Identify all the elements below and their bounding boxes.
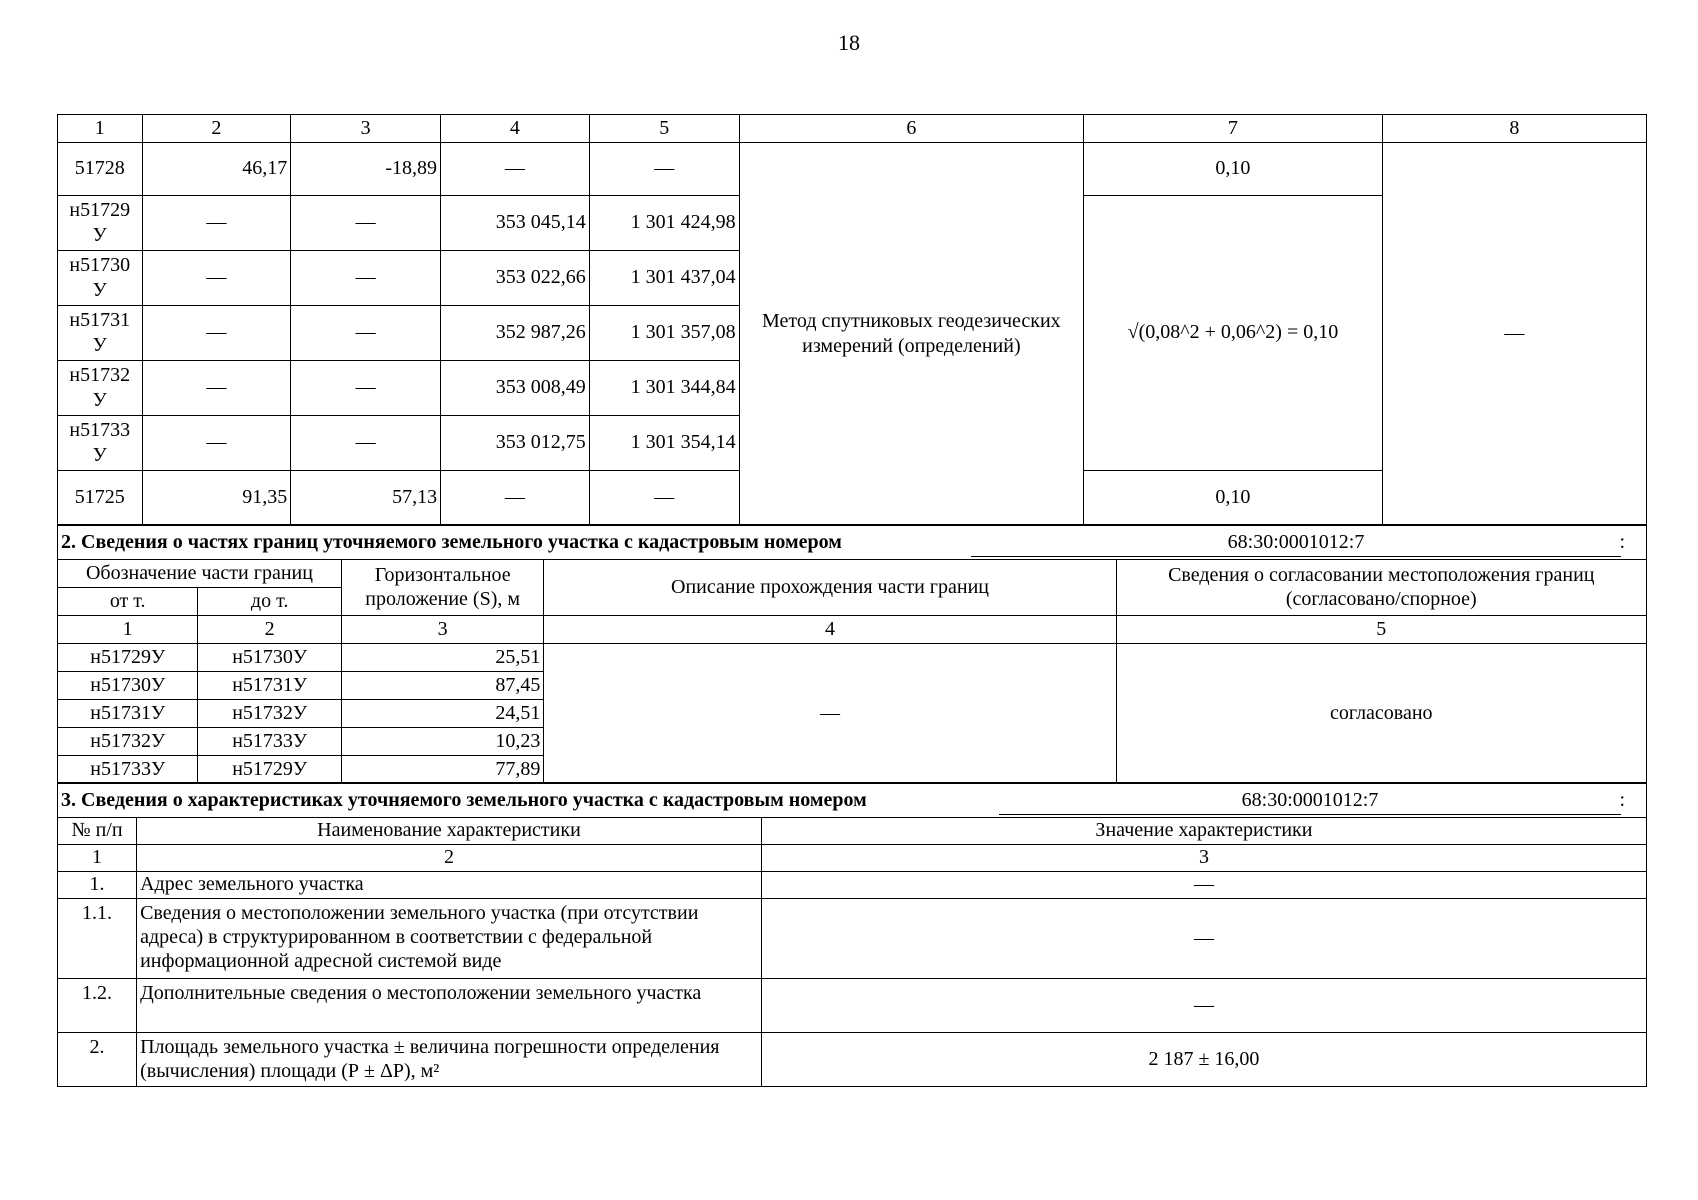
- cell: 1 301 424,98: [589, 195, 739, 250]
- table-row: [58, 871, 1647, 898]
- num-header: № п/п: [58, 817, 137, 844]
- col-number: 7: [1084, 115, 1383, 143]
- table-row: [58, 643, 1647, 671]
- page-number: 18: [838, 30, 860, 55]
- section3-heading: [58, 783, 1647, 818]
- cell: 1 301 357,08: [589, 305, 739, 360]
- table-row: [58, 1032, 1647, 1086]
- cell: 1 301 344,84: [589, 360, 739, 415]
- cell: 353 008,49: [441, 360, 590, 415]
- col-number: 3: [761, 844, 1646, 871]
- cell: 91,35: [142, 470, 291, 525]
- boundary-parts-table: [57, 559, 1647, 784]
- col-number: 3: [341, 615, 544, 643]
- from-point: н51732У: [58, 727, 198, 755]
- cell: —: [291, 360, 441, 415]
- cell: 352 987,26: [441, 305, 590, 360]
- point-id: н51732 У: [58, 360, 143, 415]
- cell: -18,89: [291, 142, 441, 195]
- agreement-header: Сведения о согласовании местоположения границ (согласовано/спорное): [1116, 559, 1646, 615]
- section2-colon: :: [1619, 531, 1625, 553]
- cell: —: [291, 305, 441, 360]
- cell: —: [142, 360, 291, 415]
- col-number: 4: [441, 115, 590, 143]
- from-point: н51731У: [58, 699, 198, 727]
- point-id: н51731 У: [58, 305, 143, 360]
- column-number-row: [58, 615, 1647, 643]
- col-number: 8: [1382, 115, 1646, 143]
- characteristic-name: Дополнительные сведения о местоположении земельного участка: [137, 978, 762, 1032]
- to-point: н51732У: [198, 699, 342, 727]
- cell: —: [142, 250, 291, 305]
- col-number: 5: [1116, 615, 1646, 643]
- section3-heading-table: [57, 782, 1647, 818]
- col-number: 6: [739, 115, 1084, 143]
- section2-heading-table: [57, 524, 1647, 560]
- point-id: н51730 У: [58, 250, 143, 305]
- cell: 353 012,75: [441, 415, 590, 470]
- cell: —: [441, 142, 590, 195]
- characteristic-name: Площадь земельного участка ± величина погрешности определения (вычисления) площади (Р ± ΔР), м²: [137, 1032, 762, 1086]
- row-number: 2.: [58, 1032, 137, 1086]
- col-number: 2: [198, 615, 342, 643]
- cell: —: [142, 305, 291, 360]
- agreement-value: согласовано: [1116, 643, 1646, 783]
- cadastral-document: [57, 114, 1647, 1087]
- distance: 10,23: [341, 727, 544, 755]
- cell: —: [589, 470, 739, 525]
- cell: 57,13: [291, 470, 441, 525]
- characteristic-value: —: [761, 871, 1646, 898]
- column-number-row: [58, 844, 1647, 871]
- description-header: Описание прохождения части границ: [544, 559, 1116, 615]
- coordinates-body: [57, 142, 1647, 526]
- col-number: 3: [291, 115, 441, 143]
- part-designation-header: Обозначение части границ: [58, 559, 342, 587]
- to-point: н51730У: [198, 643, 342, 671]
- distance: 24,51: [341, 699, 544, 727]
- to-point: н51731У: [198, 671, 342, 699]
- accuracy-cell: 0,10: [1084, 142, 1383, 195]
- cell: —: [291, 415, 441, 470]
- col-number: 1: [58, 844, 137, 871]
- section2-heading: [58, 525, 1647, 560]
- cell: —: [291, 195, 441, 250]
- section3-title: 3. Сведения о характеристиках уточняемого земельного участка с кадастровым номером: [61, 789, 867, 811]
- header-row: [58, 559, 1647, 587]
- coordinates-table: [57, 114, 1647, 143]
- cell: 46,17: [142, 142, 291, 195]
- table-row: [58, 898, 1647, 978]
- cell: 353 045,14: [441, 195, 590, 250]
- to-point: н51733У: [198, 727, 342, 755]
- to-header: до т.: [198, 587, 342, 615]
- col-number: 4: [544, 615, 1116, 643]
- characteristic-name: Адрес земельного участка: [137, 871, 762, 898]
- row-number: 1.: [58, 871, 137, 898]
- header-row: [58, 817, 1647, 844]
- col-number: 1: [58, 115, 143, 143]
- point-id: н51729 У: [58, 195, 143, 250]
- section3-colon: :: [1619, 789, 1625, 811]
- cell: —: [291, 250, 441, 305]
- from-point: н51733У: [58, 755, 198, 783]
- row-number: 1.2.: [58, 978, 137, 1032]
- from-header: от т.: [58, 587, 198, 615]
- cell: —: [441, 470, 590, 525]
- characteristics-table: [57, 817, 1647, 1087]
- description-value: —: [544, 643, 1116, 783]
- point-id: 51725: [58, 470, 143, 525]
- col8-cell: —: [1382, 142, 1646, 525]
- table-row: [58, 142, 1647, 195]
- characteristic-value: 2 187 ± 16,00: [761, 1032, 1646, 1086]
- cell: 353 022,66: [441, 250, 590, 305]
- horizontal-header: Горизонтальное проложение (S), м: [341, 559, 544, 615]
- from-point: н51729У: [58, 643, 198, 671]
- distance: 77,89: [341, 755, 544, 783]
- accuracy-cell: 0,10: [1084, 470, 1383, 525]
- cell: 1 301 437,04: [589, 250, 739, 305]
- accuracy-formula-cell: √(0,08^2 + 0,06^2) = 0,10: [1084, 195, 1383, 470]
- characteristic-name: Сведения о местоположении земельного участка (при отсутствии адреса) в структурированном в соответствии с федеральной информационной адресной системой виде: [137, 898, 762, 978]
- table-row: [58, 978, 1647, 1032]
- to-point: н51729У: [198, 755, 342, 783]
- point-id: 51728: [58, 142, 143, 195]
- col-number: 1: [58, 615, 198, 643]
- col-number: 2: [137, 844, 762, 871]
- distance: 87,45: [341, 671, 544, 699]
- distance: 25,51: [341, 643, 544, 671]
- value-header: Значение характеристики: [761, 817, 1646, 844]
- characteristic-value: —: [761, 978, 1646, 1032]
- cell: —: [142, 415, 291, 470]
- method-cell: Метод спутниковых геодезических измерений (определений): [739, 142, 1084, 525]
- col-number: 2: [142, 115, 291, 143]
- cell: —: [589, 142, 739, 195]
- cell: 1 301 354,14: [589, 415, 739, 470]
- cell: —: [142, 195, 291, 250]
- section2-title: 2. Сведения о частях границ уточняемого земельного участка с кадастровым номером: [61, 531, 842, 553]
- name-header: Наименование характеристики: [137, 817, 762, 844]
- characteristic-value: —: [761, 898, 1646, 978]
- row-number: 1.1.: [58, 898, 137, 978]
- col-number: 5: [589, 115, 739, 143]
- section3-cadastral-number: 68:30:0001012:7: [999, 788, 1621, 815]
- point-id: н51733 У: [58, 415, 143, 470]
- column-number-row: [58, 115, 1647, 143]
- section2-cadastral-number: 68:30:0001012:7: [971, 530, 1621, 557]
- from-point: н51730У: [58, 671, 198, 699]
